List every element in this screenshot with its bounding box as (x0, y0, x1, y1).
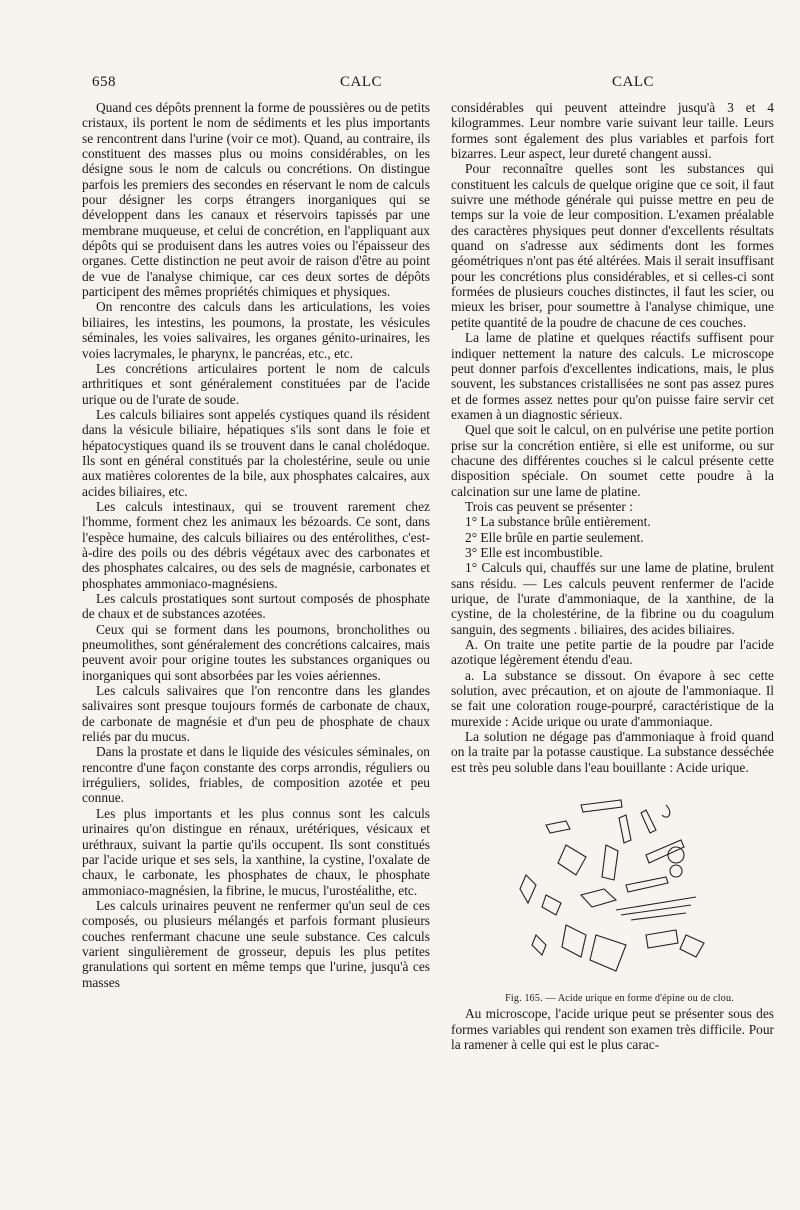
paragraph: Les plus importants et les plus connus sont les calculs urinaires qu'on distingue en rénaux, urétériques, vésicaux et uréthraux, suivant la partie qu'ils occupent. Ils sont constitués par l'acide urique et ses sels, la xanthine, la cystine, l'oxalate de chaux, le carbonate, les phosphates de chaux, le phosphate ammoniaco-magnésien, la fibrine, le mucus, l'urostéalithe, etc. (82, 805, 430, 898)
needle-cluster (616, 897, 696, 920)
crystal-shape (562, 925, 586, 957)
running-title-right: CALC (612, 74, 655, 90)
paragraph: La lame de platine et quelques réactifs suffisent pour indiquer nettement la nature des calculs. Le microscope peut donner parfois d'excellentes indications, mais, le plus souvent, les substances cristallisées ne sont pas assez pures et de formes assez nettes pour qu'on puisse faire servir cet examen à un diagnostic sérieux. (451, 330, 774, 422)
paragraph: Les calculs salivaires que l'on rencontre dans les glandes salivaires sont presque toujours formés de carbonate de chaux, de carbonate de magnésie et d'un peu de phosphate de chaux reliés par du mucus. (82, 683, 430, 745)
crystal-illustration (506, 785, 726, 985)
crystal-shape (602, 845, 618, 880)
paragraph: Au microscope, l'acide urique peut se présenter sous des formes variables qui rendent son examen très difficile. Pour la ramener à celle qui est le plus carac- (451, 1006, 774, 1053)
crystal-shape (546, 821, 570, 833)
paragraph: Les calculs prostatiques sont surtout composés de phosphate de chaux et de substances azotées. (82, 591, 430, 622)
paragraph: a. La substance se dissout. On évapore à sec cette solution, avec précaution, et on ajoute de l'ammoniaque. Il se fait une coloration rouge-pourpré, caractéristique de la murexide : Acide urique ou urate d'ammoniaque. (451, 667, 774, 729)
paragraph: Quel que soit le calcul, on en pulvérise une petite portion prise sur la concrétion entière, si elle est uniforme, ou sur chacune des différentes couches si le calcul présente cette disposition spéciale. On soumet cette poudre à la calcination sur une lame de platine. (451, 422, 774, 499)
paragraph: Les calculs intestinaux, qui se trouvent rarement chez l'homme, forment chez les animaux les bézoards. Ce sont, dans l'espèce humaine, des calculs biliaires ou des entérolithes, c'est-à-dire des poils ou des débris végétaux avec des carbonates et des phosphates calcaires, ou des sels de magnésie, carbonates et phosphates ammoniaco-magnésiens. (82, 498, 430, 591)
paragraph: Quand ces dépôts prennent la forme de poussières ou de petits cristaux, ils portent le nom de sédiments et les plus importants se rencontrent dans l'urine (voir ce mot). Quand, au contraire, ils constituent des masses plus ou moins considérables, on les désigne sous le nom de calculs ou concrétions. On distingue parfois les premiers des secondes en réservant le nom de calculs pour désigner les corps étrangers inorganiques qui se développent dans les canaux et réservoirs tapissés par une membrane muqueuse, et celui de concrétion, en l'appliquant aux dépôts qui se produisent dans les autres voies ou l'épaisseur des organes. Cette distinction ne peut avoir de raison d'être au point de vue de l'analyse chimique, car ces deux sortes de dépôts participent des mêmes propriétés chimiques et physiques. (82, 100, 430, 300)
left-column (82, 100, 430, 990)
figure-uric-acid-crystals (451, 785, 774, 991)
list-item: 3° Elle est incombustible. (465, 544, 603, 560)
crystal-shape (680, 935, 704, 957)
list-item: 2° Elle brûle en partie seulement. (465, 529, 644, 545)
paragraph: Les calculs biliaires sont appelés cystiques quand ils résident dans la vésicule biliaire, hépatiques s'ils sont dans le foie et hépatocystiques quand ils se trouvent dans le canal cholédoque. Ils sont en général constitués par la cholestérine, seule ou unie aux matières colorentes de la bile, aux phosphates calcaires, aux acides biliaires, etc. (82, 406, 430, 499)
paragraph: La solution ne dégage pas d'ammoniaque à froid quand on la traite par la potasse caustique. La substance desséchée est très peu soluble dans l'eau bouillante : Acide urique. (451, 729, 774, 775)
crystal-shape (581, 800, 622, 812)
crystal-shape (532, 935, 546, 955)
crystal-shape (662, 805, 670, 817)
paragraph: Les concrétions articulaires portent le nom de calculs arthritiques et sont généralement constituées par de l'acide urique ou de l'urate de soude. (82, 360, 430, 407)
paragraph: Ceux qui se forment dans les poumons, broncholithes ou pneumolithes, sont généralement des concrétions calcaires, mais peuvent avoir pour origine toutes les substances organiques ou inorganiques qui sont absorbées par les voies aériennes. (82, 621, 430, 683)
paragraph: Trois cas peuvent se présenter : (465, 498, 633, 514)
crystal-shape (668, 847, 684, 863)
crystal-shape (670, 865, 682, 877)
paragraph: Pour reconnaître quelles sont les substances qui constituent les calculs de quelque origine que ce soit, il faut suivre une méthode générale qui puisse mettre en peu de temps sur la voie de leur composition. L'examen préalable des caractères physiques peut donner d'excellents résultats quand on s'adresse aux sédiments dont les formes géométriques n'ont pas été altérées. Mais il serait insuffisant pour les concrétions plus considérables, et si celles-ci sont formées de plusieurs couches distinctes, il faut les scier, ou mieux les briser, pour soumettre à l'analyse chimique, une petite quantité de la poudre de chacune de ces couches. (451, 161, 774, 330)
crystal-shape (520, 875, 536, 903)
section-heading-paragraph: 1° Calculs qui, chauffés sur une lame de platine, brulent sans résidu. — Les calculs peuvent renfermer de l'acide urique, de l'urate d'ammoniaque, de la xanthine, de la cystine, de la cholestérine, de la fibrine ou du coagulum sanguin, des segments . biliaires, des acides biliaires. (451, 560, 774, 637)
crystal-shape (646, 840, 684, 863)
crystal-shape (619, 815, 631, 843)
running-title-left: CALC (340, 74, 383, 90)
paragraph: On rencontre des calculs dans les articulations, les voies biliaires, les intestins, les poumons, la prostate, les vésicules séminales, les voies salivaires, les organes génito-urinaires, les voies lacrymales, le pharynx, le pancréas, etc., etc. (82, 299, 430, 361)
crystal-shape (558, 845, 586, 875)
crystal-shape (590, 935, 626, 971)
running-header (92, 74, 772, 96)
crystal-shape (626, 877, 668, 892)
paragraph: Dans la prostate et dans le liquide des vésicules séminales, on rencontre d'une façon constante des corps arrondis, réguliers ou irréguliers, solides, friables, de composition azotée et peu connue. (82, 744, 430, 806)
figure-caption: Fig. 165. — Acide urique en forme d'épine ou de clou. (505, 993, 734, 1005)
crystal-shape (646, 930, 678, 948)
right-column (451, 100, 774, 1053)
crystal-shape (542, 895, 561, 915)
crystal-shape (641, 810, 656, 833)
list-item: 1° La substance brûle entièrement. (465, 514, 651, 530)
page-number: 658 (92, 74, 116, 90)
paragraph: A. On traite une petite partie de la poudre par l'acide azotique légèrement étendu d'eau. (451, 637, 774, 668)
paragraph: Les calculs urinaires peuvent ne renfermer qu'un seul de ces composés, ou plusieurs mélangés et parfois formant plusieurs couches renfermant chacune une seule substance. Ces calculs varient singulièrement de grosseur, depuis les plus petites granulations qui sortent en même temps que l'urine, jusqu'à ces masses (82, 897, 430, 990)
crystal-shape (581, 889, 616, 907)
paragraph: considérables qui peuvent atteindre jusqu'à 3 et 4 kilogrammes. Leur nombre varie suivant leur taille. Leurs formes sont également des plus variables et parfois fort bizarres. Leur aspect, leur dureté changent aussi. (451, 100, 774, 162)
